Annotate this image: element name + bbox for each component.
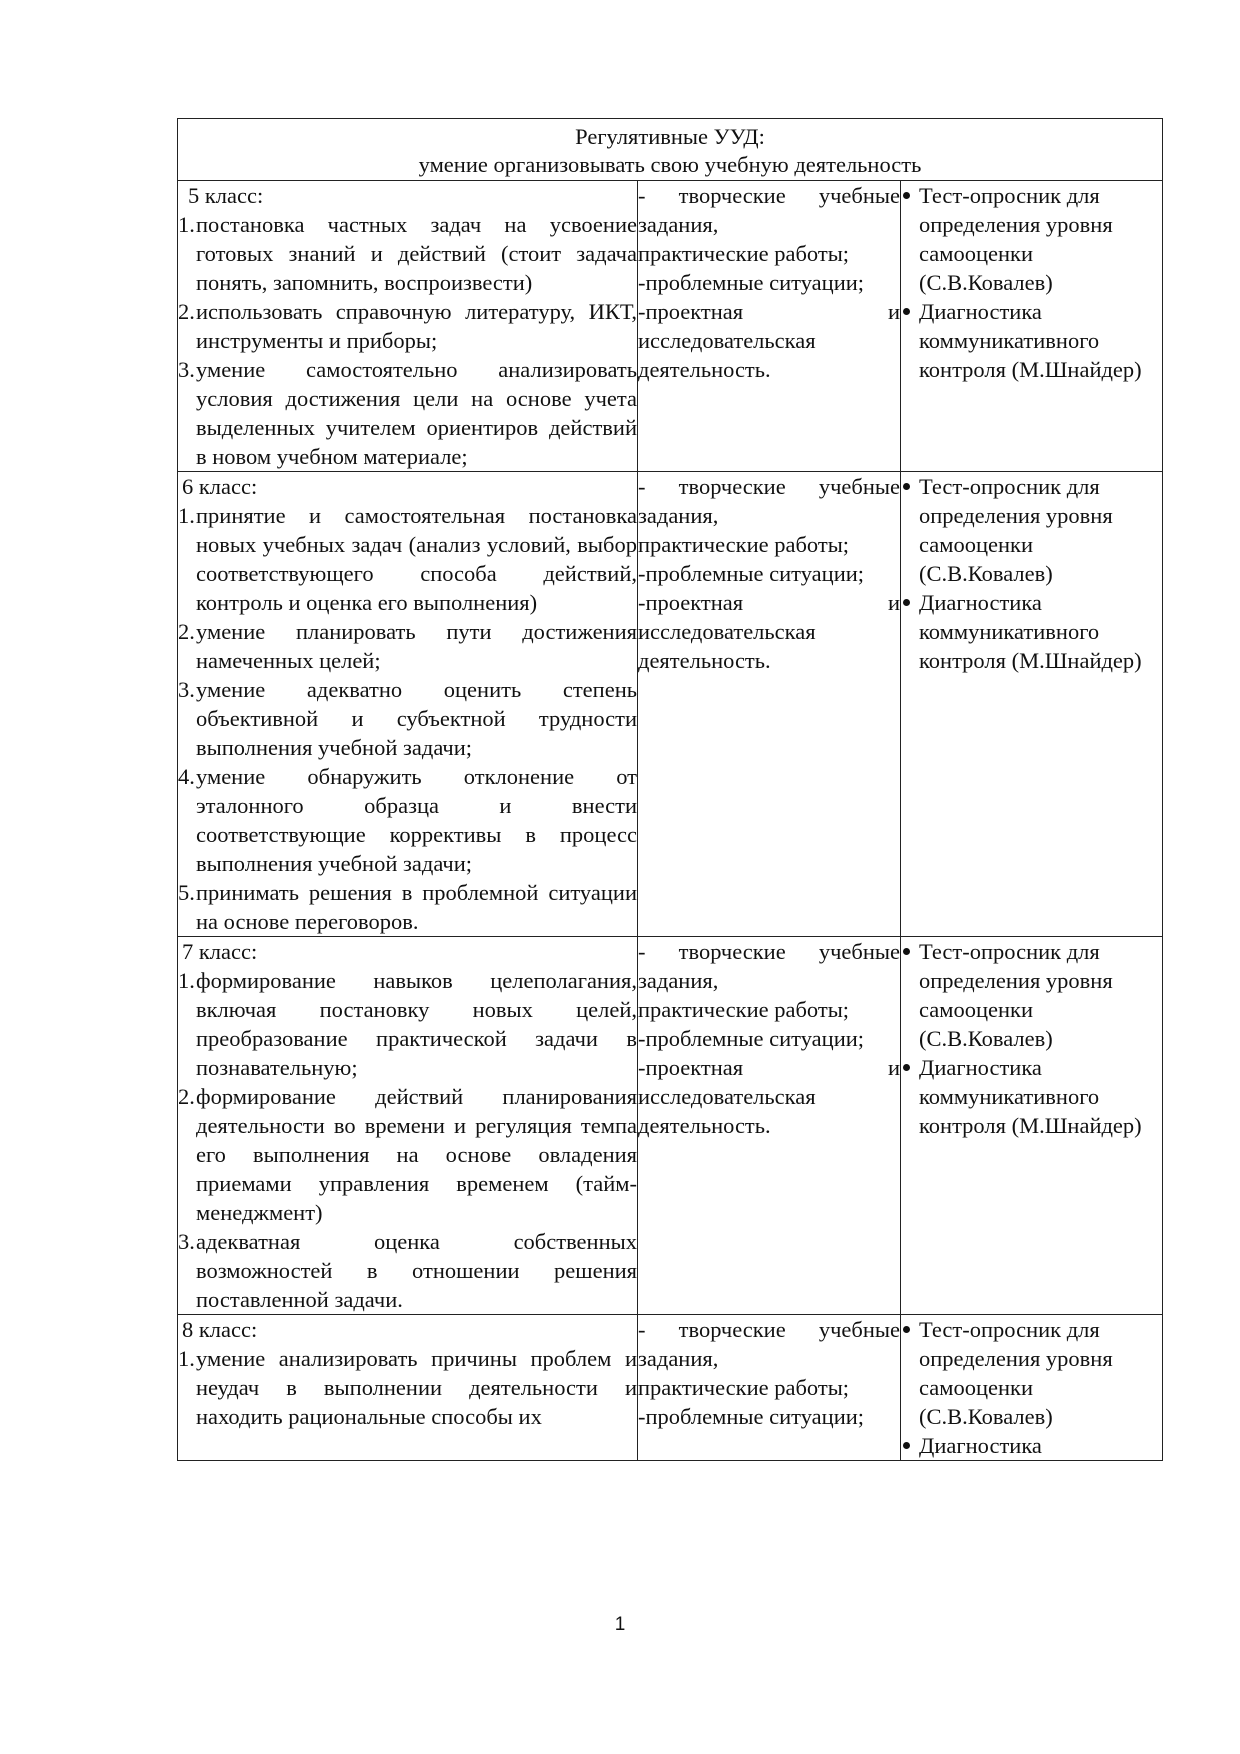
- goal-number: 1.: [178, 212, 195, 237]
- goal-item: [178, 878, 637, 936]
- diagnostics-cell: [901, 472, 1163, 937]
- goals-cell: [178, 1315, 638, 1461]
- diagnostics-cell: [901, 1315, 1163, 1461]
- goal-number: 2.: [178, 619, 195, 644]
- goals-list: [178, 501, 637, 936]
- goals-cell: [178, 181, 638, 472]
- form-item: практические работы;: [638, 1375, 850, 1400]
- form-item: -проблемные ситуации;: [638, 561, 865, 586]
- diagnostics-cell: [901, 181, 1163, 472]
- diagnostic-item: [901, 181, 1162, 297]
- goal-number: 5.: [178, 880, 195, 905]
- goal-number: 2.: [178, 299, 195, 324]
- forms-cell: [638, 472, 901, 937]
- diagnostic-item: [901, 472, 1162, 588]
- table-header-cell: [178, 119, 1163, 181]
- form-item: -проектная и исследовательская деятельность.: [638, 590, 900, 673]
- goal-item: [178, 675, 637, 762]
- goal-text: формирование действий планирования деятельности во времени и регуляция темпа его выполнения на основе овладения приемами управления временем (тайм-менеджмент): [196, 1084, 637, 1225]
- form-item: -проектная и исследовательская деятельность.: [638, 299, 900, 382]
- goal-text: умение планировать пути достижения намеченных целей;: [196, 619, 637, 673]
- diagnostic-item: [901, 1315, 1162, 1431]
- diagnostic-item: [901, 1053, 1162, 1140]
- diagnostic-text: Диагностика коммуникативного контроля (М.Шнайдер): [919, 1055, 1142, 1138]
- goals-list: [178, 210, 637, 471]
- grade-label: 8 класс:: [182, 1317, 258, 1342]
- bullet-icon: [903, 1326, 910, 1333]
- grade-row: [178, 181, 1163, 472]
- goal-text: принимать решения в проблемной ситуации на основе переговоров.: [196, 880, 637, 934]
- bullet-icon: [903, 1064, 910, 1071]
- bullet-icon: [903, 483, 910, 490]
- form-item: -проектная и исследовательская деятельность.: [638, 1055, 900, 1138]
- goal-text: умение адекватно оценить степень объективной и субъектной трудности выполнения учебной задачи;: [196, 677, 637, 760]
- grade-row: [178, 1315, 1163, 1461]
- diagnostic-text: Диагностика коммуникативного контроля (М.Шнайдер): [919, 299, 1142, 382]
- goal-number: 2.: [178, 1084, 195, 1109]
- goal-item: [178, 617, 637, 675]
- goals-list: [178, 1344, 637, 1431]
- goal-number: 4.: [178, 764, 195, 789]
- diagnostic-text: Тест-опросник для определения уровня самооценки (С.В.Ковалев): [919, 183, 1113, 295]
- bullet-icon: [903, 192, 910, 199]
- goal-number: 1.: [178, 503, 195, 528]
- goal-text: постановка частных задач на усвоение готовых знаний и действий (стоит задача понять, запомнить, воспроизвести): [196, 212, 637, 295]
- goal-number: 1.: [178, 968, 195, 993]
- diagnostic-text: Тест-опросник для определения уровня самооценки (С.В.Ковалев): [919, 939, 1113, 1051]
- grade-row: [178, 472, 1163, 937]
- goal-number: 3.: [178, 1229, 195, 1254]
- goal-text: умение самостоятельно анализировать условия достижения цели на основе учета выделенных учителем ориентиров действий в новом учебном материале;: [196, 357, 637, 469]
- header-title: Регулятивные УУД:: [575, 124, 765, 149]
- bullet-icon: [903, 599, 910, 606]
- goals-cell: [178, 472, 638, 937]
- form-item: -проблемные ситуации;: [638, 270, 865, 295]
- goal-text: умение обнаружить отклонение от эталонного образца и внести соответствующие коррективы в процесс выполнения учебной задачи;: [196, 764, 637, 876]
- diagnostic-text: Тест-опросник для определения уровня самооценки (С.В.Ковалев): [919, 474, 1113, 586]
- diagnostics-list: [901, 1315, 1162, 1460]
- goal-item: [178, 210, 637, 297]
- goal-text: умение анализировать причины проблем и неудач в выполнении деятельности и находить рациональные способы их: [196, 1346, 637, 1429]
- bullet-icon: [903, 1442, 910, 1449]
- grade-label: 5 класс:: [188, 183, 264, 208]
- form-item: -проблемные ситуации;: [638, 1026, 865, 1051]
- form-item: - творческие учебные задания,: [638, 183, 900, 237]
- goal-number: 3.: [178, 357, 195, 382]
- goal-text: адекватная оценка собственных возможностей в отношении решения поставленной задачи.: [196, 1229, 637, 1312]
- goal-text: использовать справочную литературу, ИКТ, инструменты и приборы;: [196, 299, 637, 353]
- diagnostic-item: [901, 588, 1162, 675]
- goal-item: [178, 355, 637, 471]
- diagnostic-text: Тест-опросник для определения уровня самооценки (С.В.Ковалев): [919, 1317, 1113, 1429]
- diagnostic-item: [901, 1431, 1162, 1460]
- diagnostics-list: [901, 181, 1162, 384]
- diagnostics-list: [901, 937, 1162, 1140]
- regulative-uud-table: [177, 118, 1163, 1461]
- header-subtitle: умение организовывать свою учебную деятельность: [418, 152, 922, 177]
- goal-number: 3.: [178, 677, 195, 702]
- goal-item: [178, 966, 637, 1082]
- goal-text: формирование навыков целеполагания, включая постановку новых целей, преобразование практической задачи в познавательную;: [196, 968, 637, 1080]
- form-item: - творческие учебные задания,: [638, 1317, 900, 1371]
- diagnostics-list: [901, 472, 1162, 675]
- goals-cell: [178, 937, 638, 1315]
- grade-label: 7 класс:: [182, 939, 258, 964]
- goal-item: [178, 1082, 637, 1227]
- goal-text: принятие и самостоятельная постановка новых учебных задач (анализ условий, выбор соответствующего способа действий, контроль и оценка его выполнения): [196, 503, 637, 615]
- diagnostic-text: Диагностика коммуникативного контроля (М.Шнайдер): [919, 590, 1142, 673]
- grade-label: 6 класс:: [182, 474, 258, 499]
- goal-item: [178, 297, 637, 355]
- forms-cell: [638, 937, 901, 1315]
- form-item: практические работы;: [638, 997, 850, 1022]
- form-item: практические работы;: [638, 241, 850, 266]
- form-item: - творческие учебные задания,: [638, 474, 900, 528]
- table-header-row: [178, 119, 1163, 181]
- diagnostic-text: Диагностика: [919, 1433, 1042, 1458]
- goal-item: [178, 1344, 637, 1431]
- diagnostics-cell: [901, 937, 1163, 1315]
- diagnostic-item: [901, 297, 1162, 384]
- grade-row: [178, 937, 1163, 1315]
- forms-cell: [638, 181, 901, 472]
- goal-item: [178, 501, 637, 617]
- diagnostic-item: [901, 937, 1162, 1053]
- bullet-icon: [903, 948, 910, 955]
- form-item: практические работы;: [638, 532, 850, 557]
- bullet-icon: [903, 308, 910, 315]
- forms-cell: [638, 1315, 901, 1461]
- goal-item: [178, 1227, 637, 1314]
- goal-number: 1.: [178, 1346, 195, 1371]
- form-item: - творческие учебные задания,: [638, 939, 900, 993]
- goal-item: [178, 762, 637, 878]
- goals-list: [178, 966, 637, 1314]
- form-item: -проблемные ситуации;: [638, 1404, 865, 1429]
- page-number: 1: [614, 1614, 626, 1635]
